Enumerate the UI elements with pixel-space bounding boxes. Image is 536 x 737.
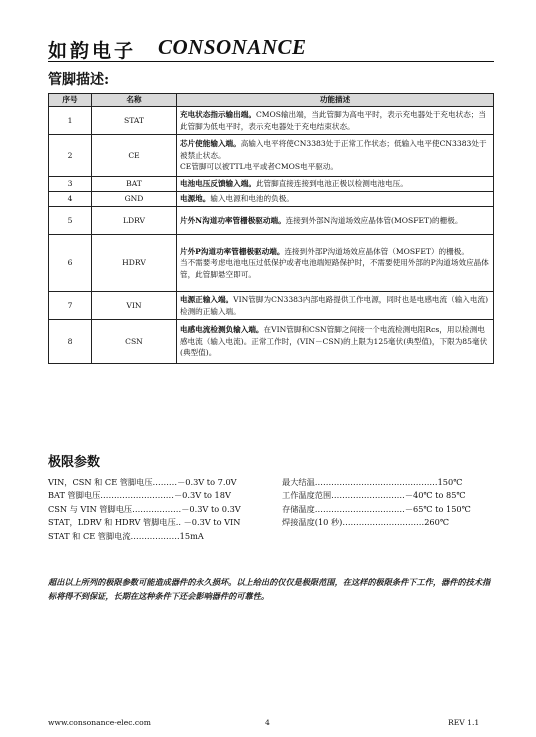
pin-name: CE [92,135,177,177]
pin-function-text: 在VIN管脚和CSN管脚之间接一个电流检测电阻Rcs，用以检测电感电流（输入电流)。正常工作时，(VIN－CSN)的上限为125毫伏(典型值)，下限为85毫伏(典型值)。 [180,325,488,358]
brand-logo-chinese: 如韵电子 [48,40,137,62]
page-header [48,34,500,64]
pin-function-title: 芯片使能输入端。 [180,139,241,149]
pin-function-text: VIN管脚为CN3383内部电路提供工作电源，同时也是电感电流（输入电流)检测的正输入端。 [180,295,489,316]
pin-function-text: 高输入电平将使CN3383处于正常工作状态；低输入电平使CN3383处于被禁止状态。 [180,139,487,160]
pin-function-title: 充电状态指示输出端。 [180,110,256,119]
table-row [49,192,494,207]
footer-revision: REV 1.1 [448,718,480,727]
footer-website: www.consonance-elec.com [48,718,151,727]
column-header-number: 序号 [49,94,92,107]
pin-number: 5 [49,207,92,235]
pin-function [177,235,494,292]
pin-number: 1 [49,107,92,135]
pin-function-text-extra: CE管脚可以被TTL电平或者CMOS电平驱动。 [180,162,338,172]
pin-name: VIN [92,292,177,320]
pin-name: CSN [92,320,177,364]
pin-number: 8 [49,320,92,364]
column-header-name: 名称 [92,94,177,107]
table-row [49,177,494,192]
footer-page-number: 4 [265,718,270,727]
pin-function [177,207,494,235]
pin-name: LDRV [92,207,177,235]
pin-function-title: 电源地。 [180,194,211,204]
pin-name: BAT [92,177,177,192]
pin-function-title: 电感电流检测负输入端。 [180,325,264,335]
limit-line: STAT，LDRV 和 HDRV 管脚电压.. －0.3V to VIN [48,517,241,528]
limit-line: 焊接温度(10 秒)…………………………260℃ [282,517,450,528]
limits-warning-note: 超出以上所列的极限参数可能造成器件的永久损坏。以上给出的仅仅是极限范围，在这样的极限条件下工作，器件的技术指标将得不到保证，长期在这种条件下还会影响器件的可靠性。 [48,577,491,601]
pin-function-title: 电源正输入端。 [180,295,234,304]
pin-function [177,292,494,320]
table-row [49,207,494,235]
pin-function [177,135,494,177]
limits-left-column [48,476,268,543]
table-row [49,320,494,364]
pin-function [177,192,494,207]
pin-function-title: 片外P沟道功率管栅极驱动端。 [180,246,285,256]
header-divider [48,61,494,62]
table-row [49,235,494,292]
pin-name: GND [92,192,177,207]
pin-name: HDRV [92,235,177,292]
limits-right-column [282,476,502,530]
pin-function-text: 连接到外部P沟道场效应晶体管（MOSFET）的栅极。 [284,246,469,256]
limit-line: STAT 和 CE 管脚电流………………15mA [48,530,204,541]
pin-number: 7 [49,292,92,320]
pin-description-table [48,93,494,364]
pin-number: 3 [49,177,92,192]
pin-function-text: 输入电源和电池的负极。 [210,194,294,204]
brand-logo-english: CONSONANCE [158,35,307,59]
column-header-function: 功能描述 [177,94,494,107]
pin-number: 6 [49,235,92,292]
limit-line: BAT 管脚电压………………………－0.3V to 18V [48,490,231,501]
limit-line: 工作温度范围………………………－40℃ to 85℃ [282,490,466,501]
pin-name: STAT [92,107,177,135]
pin-function-title: 片外N沟道功率管栅极驱动端。 [180,215,286,225]
pin-function-text: 连接到外部N沟道场效应晶体管(MOSFET)的栅极。 [285,215,463,225]
limit-line: 最大结温………………………………………150℃ [282,477,463,487]
pin-function-text-extra: 当不需要考虑电池电压过低保护或者电池端短路保护时，不需要使用外部的P沟道场效应晶体管，此管脚悬空即可。 [180,258,489,279]
pin-function-text: 此管脚直接连接到电池正极以检测电池电压。 [255,179,408,189]
table-row [49,107,494,135]
table-row [49,135,494,177]
pin-number: 2 [49,135,92,177]
absolute-max-ratings-heading: 极限参数 [48,455,101,470]
table-header-row [49,94,494,107]
pin-function [177,177,494,192]
limit-line: VIN，CSN 和 CE 管脚电压………－0.3V to 7.0V [48,477,237,487]
pin-function-text: CMOS输出端，当此管脚为高电平时，表示充电器处于充电状态；当此管脚为低电平时，表示充电器处于充电结束状态。 [180,110,486,131]
limit-line: 存储温度……………………………－65℃ to 150℃ [282,503,471,514]
pin-function [177,107,494,135]
pin-function [177,320,494,364]
pin-description-heading: 管脚描述: [48,72,110,88]
pin-number: 4 [49,192,92,207]
table-row [49,292,494,320]
pin-function-title: 电池电压反馈输入端。 [180,179,256,189]
limit-line: CSN 与 VIN 管脚电压………………－0.3V to 0.3V [48,503,241,514]
